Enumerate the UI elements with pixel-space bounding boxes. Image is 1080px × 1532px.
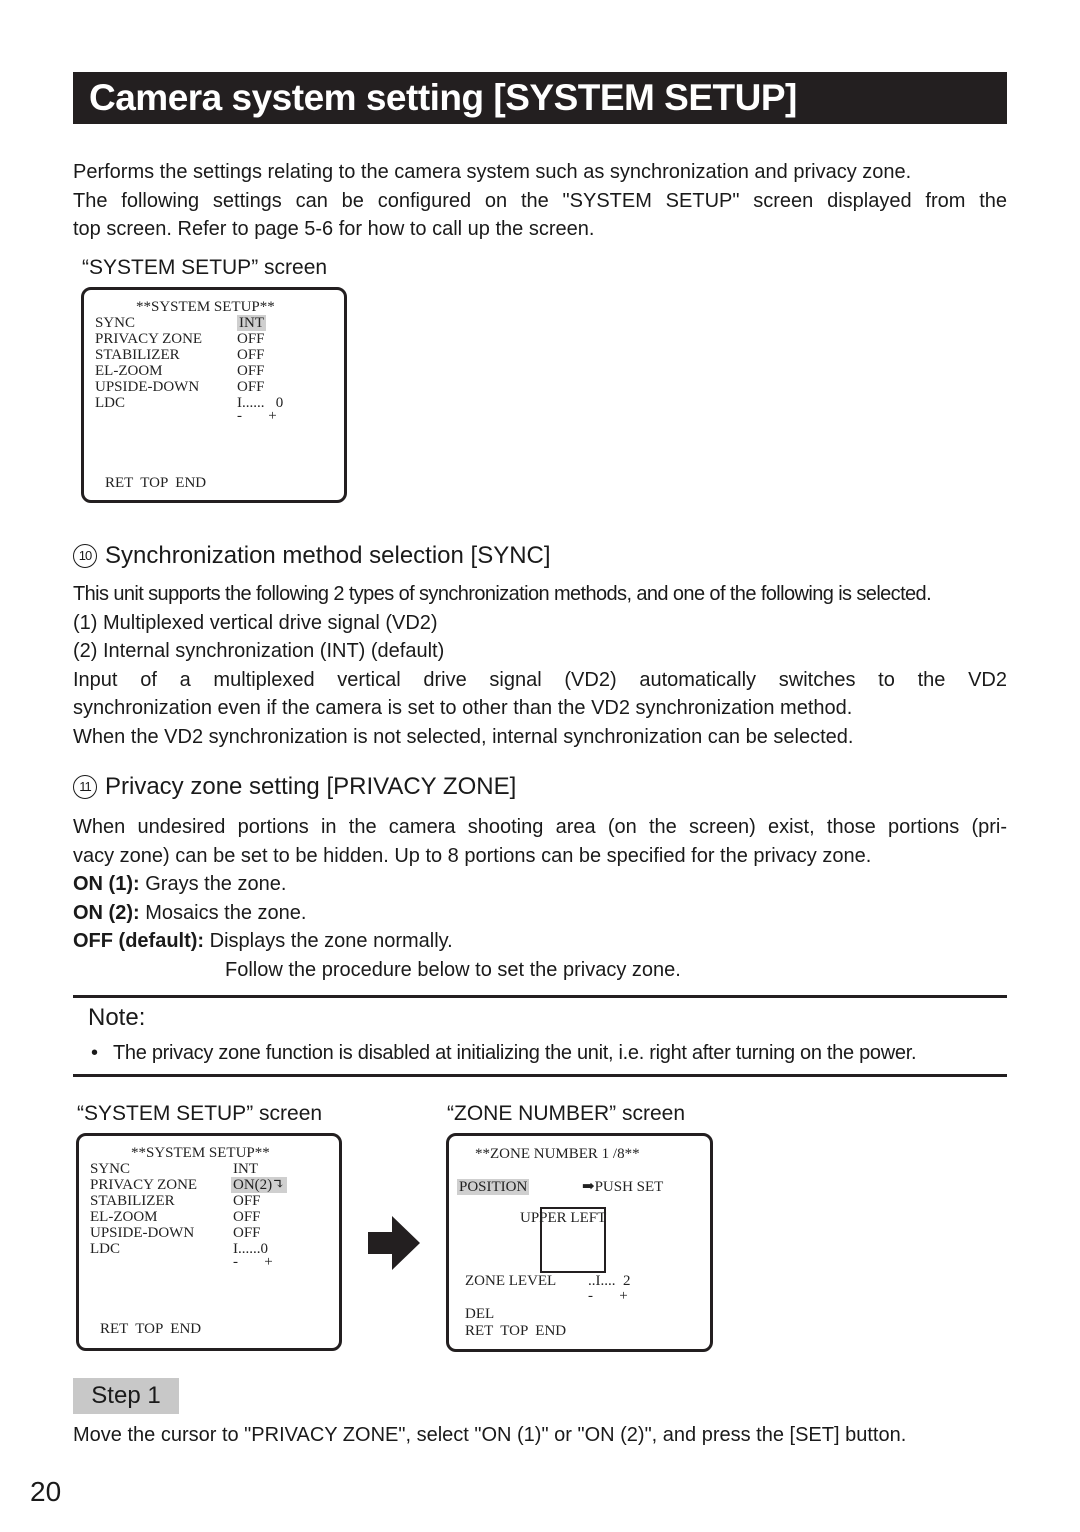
option-text: Displays the zone normally. [209, 930, 453, 952]
del-option: DEL [465, 1306, 495, 1322]
menu-value-privacy-zone: ON(2)↴ [233, 1177, 285, 1193]
option-label: ON (1): [73, 873, 140, 895]
sync-line: When the VD2 synchronization is not selected, internal synchronization can be selected. [73, 725, 854, 748]
menu-value-stabilizer: OFF [233, 1193, 261, 1209]
privacy-heading-text: Privacy zone setting [PRIVACY ZONE] [105, 773, 517, 800]
menu-value-upside-down: OFF [233, 1225, 261, 1241]
screen2-caption: “SYSTEM SETUP” screen [77, 1102, 323, 1125]
menu-value-sync: INT [233, 1161, 258, 1177]
sync-heading [73, 542, 551, 570]
sync-heading-text: Synchronization method selection [SYNC] [105, 542, 551, 569]
zone-level-value: ..I.... 2 [588, 1273, 631, 1289]
screen-header: **SYSTEM SETUP** [136, 299, 275, 315]
ldc-scale: - + [233, 1254, 273, 1270]
upper-left-label: UPPER LEFT [520, 1210, 607, 1226]
zone-level-label: ZONE LEVEL [465, 1273, 557, 1289]
sync-paragraph [73, 580, 1007, 751]
screen1-caption: “SYSTEM SETUP” screen [82, 256, 328, 279]
option-label: OFF (default): [73, 930, 205, 952]
menu-label-privacy-zone: PRIVACY ZONE [90, 1177, 198, 1193]
screen-header: **SYSTEM SETUP** [131, 1145, 270, 1161]
menu-value-stabilizer: OFF [237, 347, 265, 363]
screen-footer-nav: RET TOP END [465, 1323, 567, 1339]
privacy-paragraph [73, 813, 1007, 984]
menu-label-sync: SYNC [95, 315, 136, 331]
menu-value-ldc: I......0 [233, 1241, 268, 1257]
menu-label-sync: SYNC [90, 1161, 131, 1177]
privacy-line: vacy zone) can be set to be hidden. Up to 8 portions can be specified for the privacy zone. [73, 844, 872, 867]
divider [73, 1074, 1007, 1077]
menu-value-sync: INT [239, 315, 264, 331]
screen-header: **ZONE NUMBER 1 /8** [475, 1146, 640, 1162]
system-setup-screen [81, 287, 347, 503]
arrow-right-icon [368, 1216, 420, 1270]
sync-line: (2) Internal synchronization (INT) (default) [73, 640, 445, 662]
circled-number-icon: 10 [73, 544, 97, 568]
option-on1 [73, 870, 1007, 899]
note-text: The privacy zone function is disabled at initializing the unit, i.e. right after turning on the power. [113, 1042, 917, 1064]
option-label: ON (2): [73, 901, 140, 924]
zone-level-scale: - + [588, 1288, 628, 1304]
privacy-line: When undesired portions in the camera shooting area (on the screen) exist, those portions (pri- [73, 816, 1007, 838]
menu-label-stabilizer: STABILIZER [90, 1193, 175, 1209]
menu-label-el-zoom: EL-ZOOM [95, 363, 163, 379]
privacy-follow: Follow the procedure below to set the privacy zone. [225, 958, 681, 981]
menu-label-upside-down: UPSIDE-DOWN [90, 1225, 195, 1241]
circled-number-icon: 11 [73, 775, 97, 799]
intro-line: The following settings can be configured on the "SYSTEM SETUP" screen displayed from the [73, 189, 1007, 212]
divider [73, 995, 1007, 998]
menu-label-stabilizer: STABILIZER [95, 347, 180, 363]
option-text: Grays the zone. [145, 873, 287, 895]
sync-line: (1) Multiplexed vertical drive signal (VD2) [73, 611, 438, 634]
sync-line: Input of a multiplexed vertical drive signal (VD2) automatically switches to the VD2 [73, 668, 1007, 691]
sync-line: This unit supports the following 2 types of synchronization methods, and one of the following is selected. [73, 583, 932, 605]
position-label: POSITION [459, 1179, 528, 1195]
ldc-scale: - + [237, 408, 277, 424]
menu-value-privacy-zone: OFF [237, 331, 265, 347]
sync-line: synchronization even if the camera is set to other than the VD2 synchronization method. [73, 697, 853, 719]
menu-label-ldc: LDC [95, 395, 125, 411]
screen-footer-nav: RET TOP END [105, 475, 207, 491]
option-on2 [73, 899, 1007, 928]
menu-label-ldc: LDC [90, 1241, 120, 1257]
intro-line: top screen. Refer to page 5-6 for how to call up the screen. [73, 218, 595, 240]
option-text: Mosaics the zone. [145, 901, 307, 924]
menu-label-privacy-zone: PRIVACY ZONE [95, 331, 203, 347]
note-title: Note: [88, 1004, 146, 1031]
step-label: Step 1 [73, 1378, 179, 1414]
menu-value-el-zoom: OFF [233, 1209, 261, 1225]
privacy-heading [73, 773, 516, 801]
note-bullet-icon: • [91, 1042, 99, 1064]
intro-paragraph [73, 158, 1007, 244]
position-value: ➡PUSH SET [582, 1179, 664, 1195]
menu-value-ldc: I...... 0 [237, 395, 284, 411]
page-number: 20 [30, 1476, 62, 1507]
option-off [73, 927, 1007, 956]
intro-line: Performs the settings relating to the camera system such as synchronization and privacy zone. [73, 161, 912, 183]
page-title: Camera system setting [SYSTEM SETUP] [73, 72, 1007, 124]
menu-value-upside-down: OFF [237, 379, 265, 395]
screen-footer-nav: RET TOP END [100, 1321, 202, 1337]
menu-label-upside-down: UPSIDE-DOWN [95, 379, 200, 395]
menu-value-el-zoom: OFF [237, 363, 265, 379]
zone-number-screen [446, 1133, 713, 1352]
screen3-caption: “ZONE NUMBER” screen [447, 1102, 686, 1125]
step-text: Move the cursor to "PRIVACY ZONE", select "ON (1)" or "ON (2)", and press the [SET] button. [73, 1424, 907, 1446]
menu-label-el-zoom: EL-ZOOM [90, 1209, 158, 1225]
system-setup-screen-privacy [76, 1133, 342, 1351]
